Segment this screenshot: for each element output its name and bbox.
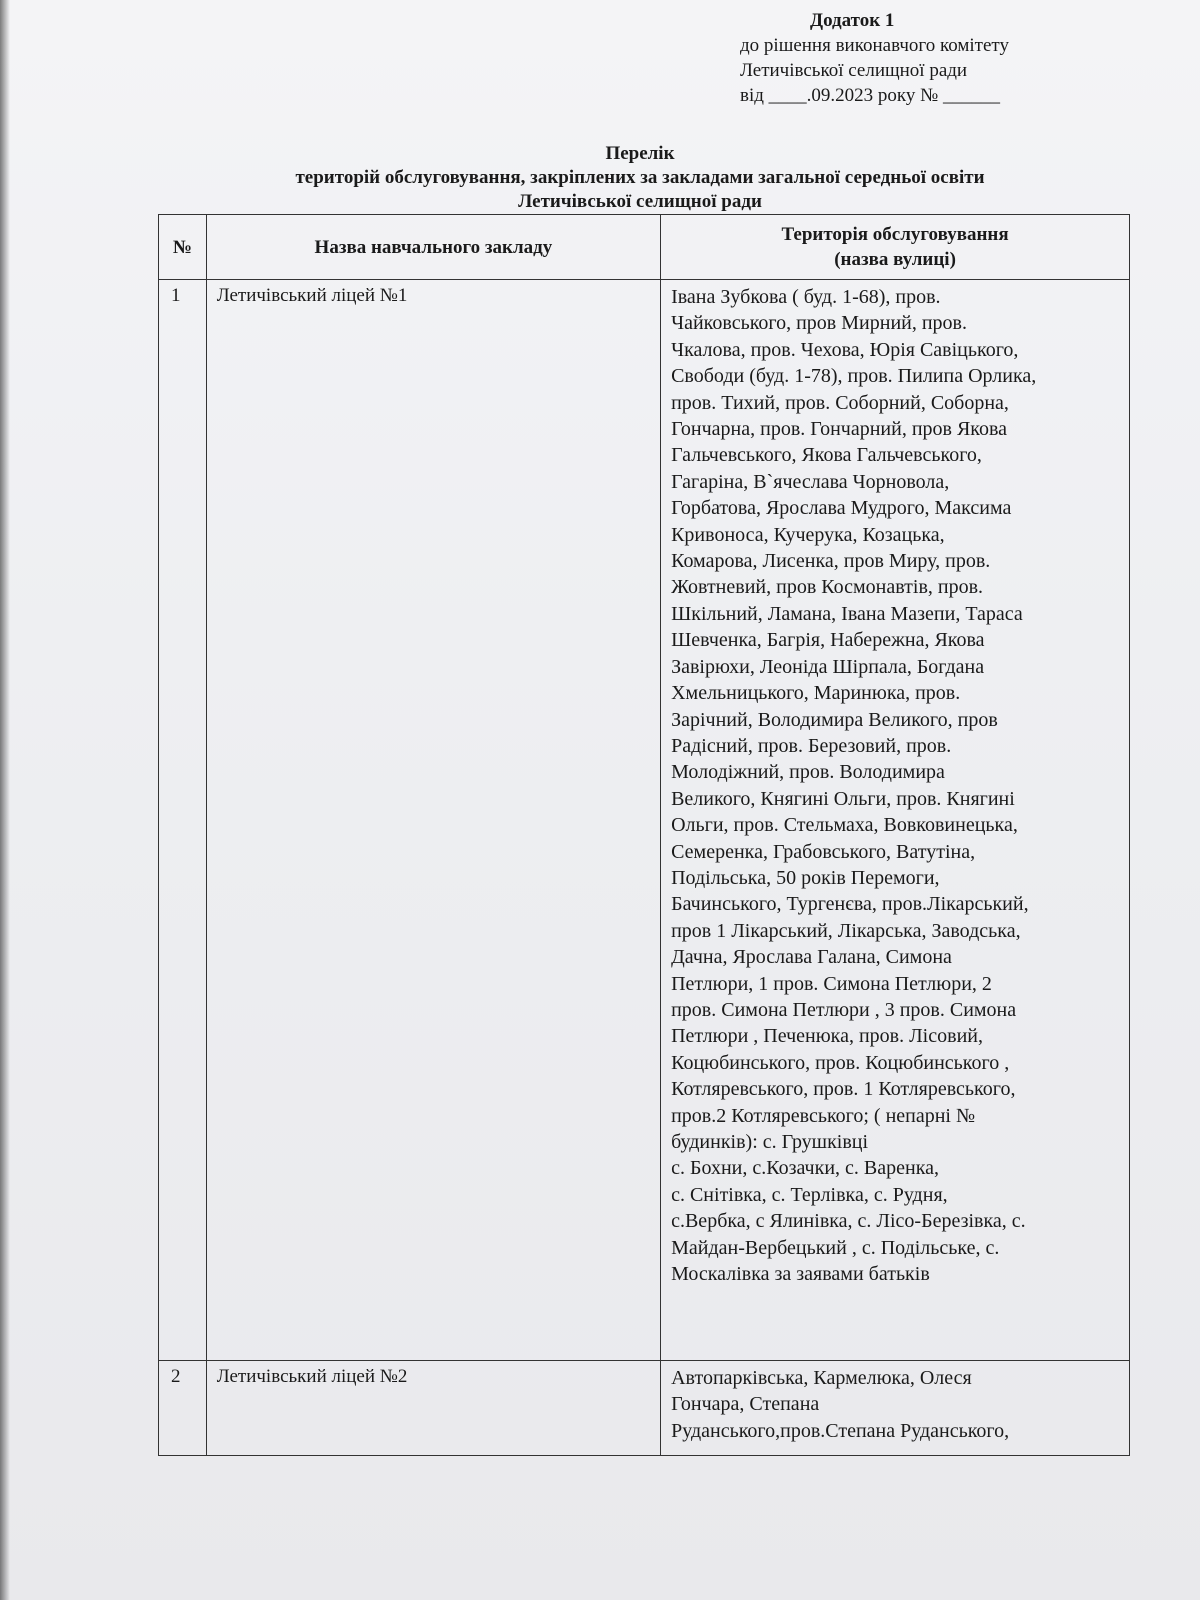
- territory-line: Гончара, Степана: [671, 1393, 820, 1416]
- territory-line: пров. Симона Петлюри , 3 пров. Симона: [671, 998, 1017, 1021]
- row-number: 1: [159, 280, 207, 1361]
- table-row: [159, 280, 1130, 1361]
- territory-line: Петлюри , Печенюка, пров. Лісовий,: [671, 1025, 983, 1048]
- document-subtitle-2: Летичівської селищної ради: [518, 191, 762, 212]
- row-number: 2: [159, 1361, 207, 1456]
- territory-cell: [661, 1361, 1130, 1456]
- header-territory-line2: (назва вулиці): [834, 249, 956, 270]
- annex-line: від ____.09.2023 року № ______: [740, 85, 1001, 106]
- territory-line: Молодіжний, пров. Володимира: [671, 761, 945, 784]
- header-school-name: Назва навчального закладу: [206, 215, 660, 280]
- territory-line: Гагаріна, В`ячеслава Чорновола,: [671, 470, 950, 493]
- territory-line: пров. Тихий, пров. Соборний, Соборна,: [671, 391, 1009, 414]
- territory-line: Івана Зубкова ( буд. 1-68), пров.: [671, 286, 941, 308]
- territory-line: Гончарна, пров. Гончарний, пров Якова: [671, 418, 1008, 441]
- territory-line: Автопарківська, Кармелюка, Олеся: [671, 1367, 972, 1389]
- table-header-row: [159, 215, 1130, 280]
- document-subtitle: територій обслуговування, закріплених за закладами загальної середньої освіти: [295, 167, 985, 188]
- school-name: Летичівський ліцей №2: [206, 1361, 660, 1456]
- annex-line: Летичівської селищної ради: [740, 60, 968, 81]
- territory-line: Чкалова, пров. Чехова, Юрія Савіцького,: [671, 338, 1019, 361]
- territory-cell: [661, 280, 1130, 1361]
- territory-line: Бачинського, Тургенєва, пров.Лікарський,: [671, 893, 1029, 916]
- territory-line: пров 1 Лікарський, Лікарська, Заводська,: [671, 919, 1021, 942]
- territory-line: Руданського,пров.Степана Руданського,: [671, 1419, 1010, 1442]
- document-heading: [150, 142, 1130, 214]
- territory-line: Чайковського, пров Мирний, пров.: [671, 312, 967, 335]
- paper-edge-shadow: [0, 0, 10, 1600]
- territory-line: пров.2 Котляревського; ( непарні №: [671, 1104, 976, 1127]
- territory-line: Радісний, пров. Березовий, пров.: [671, 734, 952, 757]
- territory-line: будинків): с. Грушківці: [671, 1131, 869, 1153]
- territory-line: Великого, Княгині Ольги, пров. Княгині: [671, 787, 1015, 810]
- territory-line: Петлюри, 1 пров. Симона Петлюри, 2: [671, 972, 992, 995]
- annex-block: [740, 8, 1160, 108]
- territory-line: Ольги, пров. Стельмаха, Вовковинецька,: [671, 814, 1018, 837]
- header-territory-line1: Територія обслуговування: [781, 224, 1009, 245]
- territory-line: Коцюбинського, пров. Коцюбинського ,: [671, 1051, 1010, 1074]
- territory-line: с.Вербка, с Ялинівка, с. Лісо-Березівка, с.: [671, 1210, 1026, 1233]
- territory-line: Семеренка, Грабовського, Ватутіна,: [671, 840, 976, 863]
- school-name: Летичівський ліцей №1: [206, 280, 660, 1361]
- territory-line: Гальчевського, Якова Гальчевського,: [671, 444, 982, 467]
- territory-line: Подільська, 50 років Перемоги,: [671, 866, 940, 889]
- territory-line: Шкільний, Ламана, Івана Мазепи, Тараса: [671, 602, 1023, 625]
- annex-title: Додаток 1: [810, 10, 895, 31]
- territory-line: Завірюхи, Леоніда Шірпала, Богдана: [671, 655, 985, 678]
- table-row: [159, 1361, 1130, 1456]
- territory-line: Шевченка, Багрія, Набережна, Якова: [671, 629, 985, 652]
- document-title: Перелік: [605, 143, 675, 164]
- territory-line: с. Снітівка, с. Терлівка, с. Рудня,: [671, 1183, 948, 1206]
- territory-line: с. Бохни, с.Козачки, с. Варенка,: [671, 1157, 940, 1180]
- territory-line: Майдан-Вербецький , с. Подільське, с.: [671, 1236, 1000, 1259]
- header-territory: [661, 215, 1130, 280]
- territory-line: Горбатова, Ярослава Мудрого, Максима: [671, 497, 1012, 520]
- territory-line: Комарова, Лисенка, пров Миру, пров.: [671, 550, 991, 573]
- header-number: №: [159, 215, 207, 280]
- territory-line: Жовтневий, пров Космонавтів, пров.: [671, 576, 984, 599]
- annex-line: до рішення виконавчого комітету: [740, 35, 1009, 56]
- territory-line: Москалівка за заявами батьків: [671, 1263, 930, 1286]
- territory-line: Котляревського, пров. 1 Котляревського,: [671, 1078, 1016, 1101]
- territory-line: Кривоноса, Кучерука, Козацька,: [671, 523, 945, 546]
- territory-line: Хмельницького, Маринюка, пров.: [671, 682, 961, 705]
- territory-line: Дачна, Ярослава Галана, Симона: [671, 946, 952, 969]
- territory-line: Зарічний, Володимира Великого, пров: [671, 708, 998, 731]
- territory-table: [158, 214, 1130, 1456]
- territory-line: Свободи (буд. 1-78), пров. Пилипа Орлика,: [671, 365, 1037, 388]
